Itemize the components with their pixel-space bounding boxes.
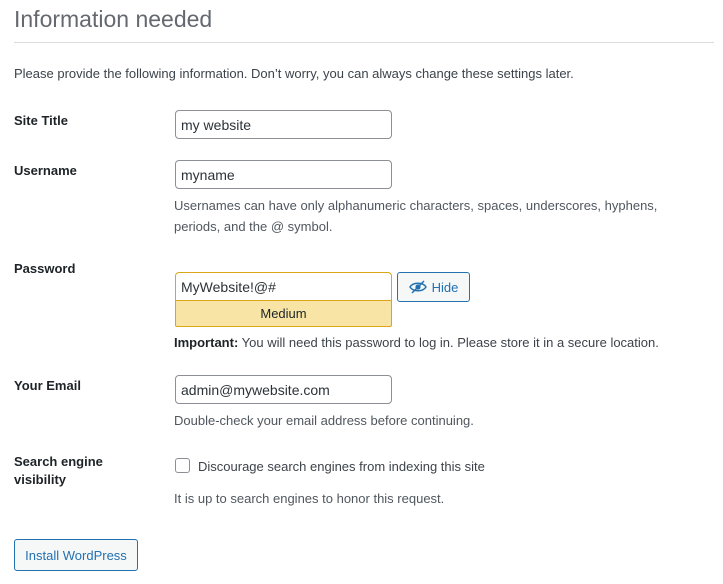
search-visibility-label-line-2: visibility bbox=[14, 472, 67, 487]
heading-divider bbox=[14, 42, 714, 43]
email-label: Your Email bbox=[14, 378, 81, 393]
username-hint-line-1: Usernames can have only alphanumeric characters, spaces, underscores, hyphens, bbox=[174, 198, 658, 213]
eye-slash-icon bbox=[409, 280, 427, 294]
install-wordpress-button[interactable]: Install WordPress bbox=[14, 539, 138, 571]
discourage-search-checkbox[interactable] bbox=[175, 458, 190, 473]
site-title-label: Site Title bbox=[14, 113, 68, 128]
important-prefix: Important: bbox=[174, 335, 239, 350]
search-visibility-label-line-1: Search engine bbox=[14, 454, 103, 469]
password-label: Password bbox=[14, 261, 76, 276]
email-hint: Double-check your email address before continuing. bbox=[174, 413, 474, 428]
password-important-note bbox=[174, 335, 659, 350]
intro-text: Please provide the following information. Don’t worry, you can always change these settings later. bbox=[14, 66, 574, 81]
username-hint-line-2: periods, and the @ symbol. bbox=[174, 219, 333, 234]
password-strength-meter: Medium bbox=[175, 301, 392, 327]
important-text: You will need this password to log in. Please store it in a secure location. bbox=[238, 335, 659, 350]
hide-password-button[interactable] bbox=[397, 272, 470, 302]
email-input[interactable] bbox=[175, 375, 392, 404]
discourage-search-label[interactable]: Discourage search engines from indexing this site bbox=[198, 459, 485, 474]
hide-password-label: Hide bbox=[431, 279, 459, 295]
search-visibility-note: It is up to search engines to honor this request. bbox=[174, 491, 445, 506]
username-label: Username bbox=[14, 163, 77, 178]
site-title-input[interactable] bbox=[175, 110, 392, 139]
password-input[interactable] bbox=[175, 272, 392, 301]
username-input[interactable] bbox=[175, 160, 392, 189]
page-title: Information needed bbox=[14, 6, 213, 32]
